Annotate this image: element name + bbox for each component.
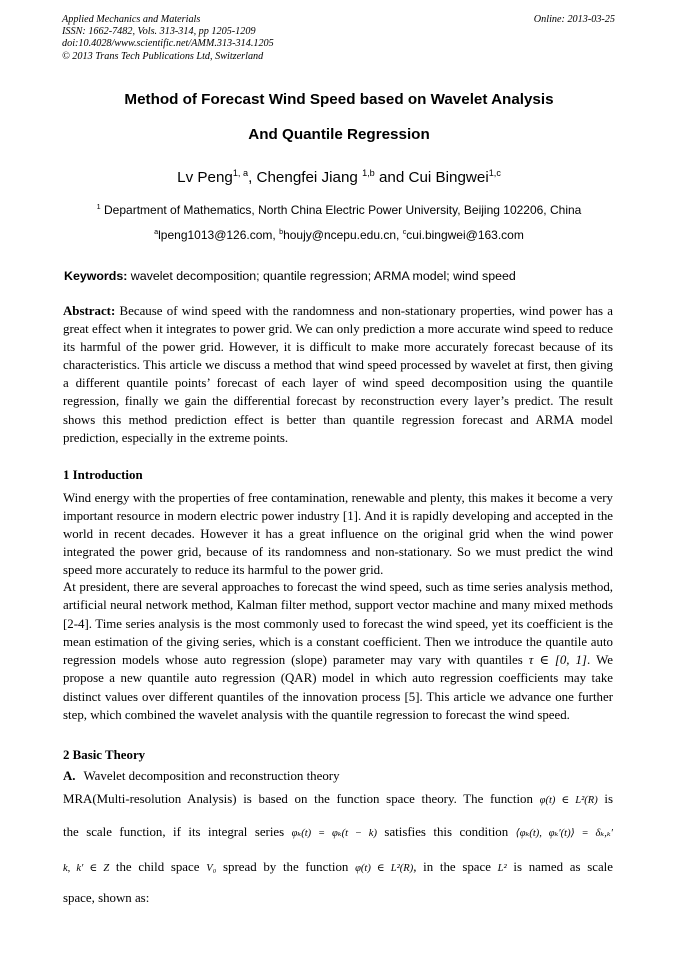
journal-copyright: © 2013 Trans Tech Publications Ltd, Switzerland: [62, 50, 264, 62]
journal-doi: doi:10.4028/www.scientific.net/AMM.313-314.1205: [62, 38, 274, 50]
author-3-affil: 1,c: [488, 167, 501, 178]
abstract: [63, 302, 613, 447]
author-emails: $^a$lpeng1013@126.com, $^b$houjy@ncepu.edu.cn, $^c$cui.bingwei@163.com: [154, 227, 524, 242]
keywords-text: wavelet decomposition; quantile regression; ARMA model; wind speed: [127, 269, 516, 283]
tau-formula: τ ∈ [0, 1]: [528, 653, 587, 668]
theory-line-4: space, shown as:: [63, 891, 150, 905]
subsection-a: [63, 769, 340, 784]
journal-name: Applied Mechanics and Materials: [62, 14, 201, 25]
paper-title-line1: Method of Forecast Wind Speed based on Wavelet Analysis: [124, 91, 554, 108]
abstract-label: Abstract:: [63, 304, 116, 318]
author-2: Chengfei Jiang: [256, 169, 363, 186]
author-1: Lv Peng: [177, 169, 233, 186]
formula-phi-l2: φ(t) ∈ L²(R): [539, 795, 598, 806]
author-list: Lv Peng$^{1, a}$, Chengfei Jiang $^{1,b}$ and Cui Bingwei$^{1,c}$: [177, 167, 501, 186]
email-b: houjy@ncepu.edu.cn,: [283, 228, 403, 242]
keywords: [64, 269, 516, 283]
subsection-a-title: Wavelet decomposition and reconstruction theory: [83, 769, 340, 783]
paper-title-line2: And Quantile Regression: [248, 126, 430, 143]
keywords-label: Keywords:: [64, 269, 128, 283]
journal-issn: ISSN: 1662-7482, Vols. 313-314, pp 1205-1209: [62, 26, 256, 38]
affiliation: $^1$ Department of Mathematics, North China Electric Power University, Beijing 102206, China: [96, 202, 582, 217]
theory-line-2: the scale function, if its integral series φₖ(t) = φₖ(t − k) satisfies this condition ⟨φₖ(t), φₖ′(t)⟩ = δₖ,ₖ′: [63, 825, 613, 839]
formula-k-in-z: k, k′ ∈ Z: [63, 863, 110, 874]
section-heading-basic-theory: 2 Basic Theory: [63, 748, 146, 762]
theory-line-3: k, k′ ∈ Z the child space V₀ spread by the function φ(t) ∈ L²(R), in the space L² is named as scale: [63, 860, 613, 874]
theory-line-1: MRA(Multi-resolution Analysis) is based on the function space theory. The function φ(t) ∈ L²(R) is: [63, 792, 613, 806]
formula-phi-l2-2: φ(t) ∈ L²(R): [355, 863, 414, 874]
journal-header: [62, 14, 274, 63]
section-heading-introduction: 1 Introduction: [63, 468, 143, 482]
author-2-affil: 1,b: [362, 167, 375, 178]
formula-integral-series: φₖ(t) = φₖ(t − k): [291, 828, 377, 839]
abstract-text: Because of wind speed with the randomness and non-stationary properties, wind power has a great effect when it integrates to power grid. We can only prediction a more accurate wind speed to reduce its harmful of the power grid. However, it is difficult to make more accurately forecast because of its characteristics. This article we discuss a method that wind speed processed by wavelet at first, then giving a different quantile points’ forecast of each layer of wind speed decomposition using the quantile regression, finally we gain the differential forecast by reconstruction every layer’s predict. The result shows this method prediction effect is better than quantile regression forecast and ARMA model prediction, especially in the extreme points.: [63, 304, 613, 445]
formula-l2-space: L²: [497, 863, 507, 874]
email-a: lpeng1013@126.com,: [158, 228, 280, 242]
subsection-a-label: A.: [63, 769, 76, 783]
formula-v0: V₀: [206, 863, 217, 874]
intro-paragraph-1: Wind energy with the properties of free contamination, renewable and plenty, this makes it become a very important resource in modern electric power industry [1]. And it is rapidly developing and accepted in the world in recent decades. However it has a great influence on the original grid when the wind power integrated the power grid, because of its randomness and non-stationary. So we must predict the wind speed more accurately to reduce its harmful to the power grid.: [63, 491, 613, 577]
intro-paragraph-2: At president, there are several approaches to forecast the wind speed, such as time series analysis method, artificial neural network method, Kalman filter method, support vector machine and many mixed methods [2-4]. Time series analysis is the most commonly used to forecast the wind speed, yet its coefficient is the mean estimation of the giving series, which is a constant coefficient. Then we introduce the quantile auto regression models whose auto regression (slope) parameter may vary with quantiles τ ∈ [0, 1]. We propose a new quantile auto regression (QAR) model in which auto regression coefficients may take distinct values over different quantiles of the innovation process [5]. This article we advance one further step, which combined the wavelet analysis with the quantile regression to forecast the wind speed.: [63, 580, 613, 723]
author-3: Cui Bingwei: [408, 169, 489, 186]
formula-orthogonality: ⟨φₖ(t), φₖ′(t)⟩ = δₖ,ₖ′: [515, 828, 613, 839]
email-c: cui.bingwei@163.com: [406, 228, 524, 242]
author-1-affil: 1, a: [232, 167, 249, 178]
online-date: Online: 2013-03-25: [533, 14, 615, 25]
